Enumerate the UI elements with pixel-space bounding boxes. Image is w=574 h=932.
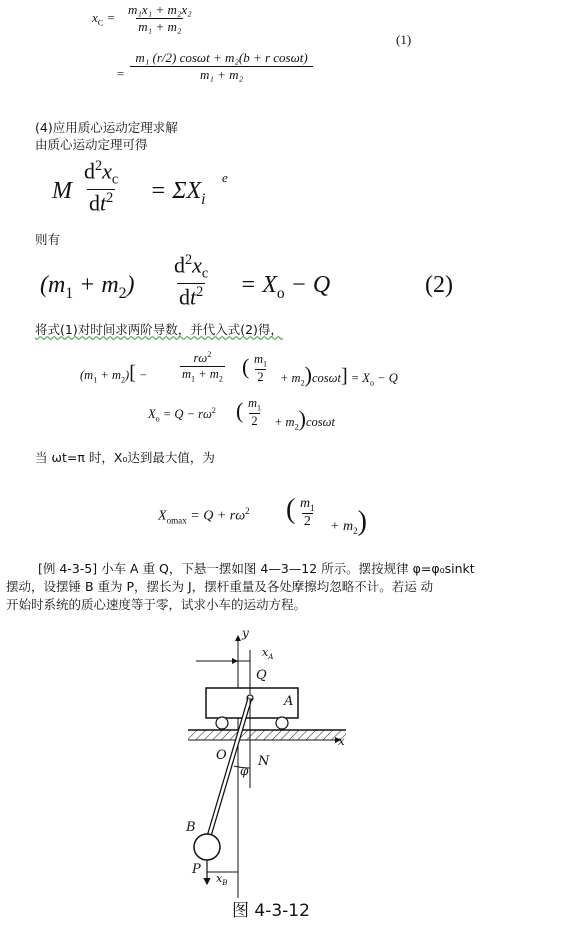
cart-wheel-right [276,717,288,729]
label-N: N [258,754,270,769]
figure-drawing [180,628,380,928]
label-xB: $x_B$ [216,872,228,888]
figure-4-3-12 [180,628,380,928]
equation-2: $(m_1 + m_2)$ $\frac{d^2x_c}{dt^2}$ = $X_o - Q$ (2) [40,252,453,310]
example-line-2: 摆动，设摆锤 B 重为 P，摆长为 J，摆杆重量及各处摩擦均忽略不计。若运 动 [6,579,434,594]
eq1-lhs: $x_C$ = [92,10,116,28]
example-paragraph [6,560,566,614]
derive-text: 将式(1)对时间求两阶导数，并代入式(2)得， [35,322,283,337]
label-x: x [338,734,345,748]
step4-heading: (4)应用质心运动定理求解 [35,120,178,135]
label-xA: $x_A$ [262,646,274,662]
step4-subtext: 由质心运动定理可得 [35,137,148,152]
figure-caption: 图 4-3-12 [232,901,310,921]
example-line-1: [例 4-3-5] 小车 A 重 Q，下悬一摆如图 4—3—12 所示。摆按规律 φ=φ₀sinkt [38,561,475,576]
equation-expanded-2: $X_o = Q - r\omega^2$ ( $\frac{m_1}{2}$ + $m_2)\cos\omega t$ [148,396,335,432]
label-Q: Q [256,668,267,683]
ground-hatch [188,730,346,740]
then-text: 则有 [35,232,61,247]
equation-1: $x_C$ = $\frac{\text{m₁x₁ + m₂x₂}}{\text{m₁ + m₂}}$ = $\frac{\text{m₁ (r/2) cosωt + m₂(b + r cosωt)}}{\text{m₁ + m₂}}$ (1) [92,2,412,82]
label-A: A [284,694,294,709]
example-line-3: 开始时系统的质心速度等于零，试求小车的运动方程。 [6,597,307,612]
label-B: B [186,820,196,835]
cart-wheel-left [216,717,228,729]
equation-momentum: M $\frac{d^2x_c}{dt^2}$ = $\Sigma X_i$ e [52,158,228,216]
eq1-line1-fraction: $\frac{\text{m₁x₁ + m₂x₂}}{\text{m₁ + m₂}}$ [128,2,192,34]
label-P: P [192,862,201,877]
label-y: y [242,626,249,640]
eq1-number: (1) [396,32,412,47]
equation-expanded-1: $(m_1 + m_2)$[ − $\frac{r\omega^2}{m_1 + m_2}$ ( $\frac{m_1}{2}$ + $m_2)\cos\omega t] = X_o - Q$ [80,350,398,388]
label-phi: φ [240,764,249,778]
eq1-line2-fraction: $\frac{\text{m₁ (r/2) cosωt + m₂(b + r cosωt)}}{\text{m₁ + m₂}}$ [130,50,313,83]
equation-max: $X_{omax} = Q + r\omega^2$ ( $\frac{m_1}{2}$ + $m_2$) [158,494,367,537]
pendulum-bob [194,834,220,860]
max-text: 当 ωt=π 时，X₀达到最大值，为 [35,450,215,465]
label-O: O [216,748,227,763]
